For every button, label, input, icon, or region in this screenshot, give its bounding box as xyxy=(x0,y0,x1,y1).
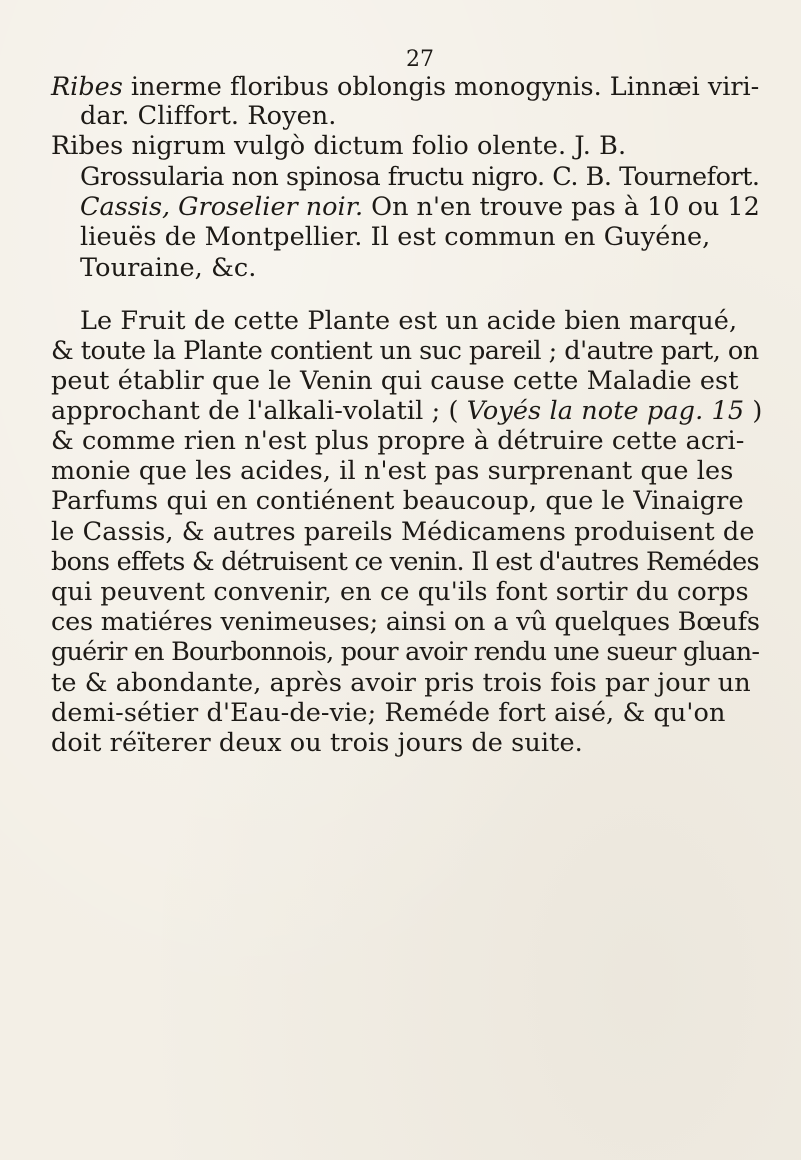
text-line: Grossularia non spinosa fructu nigro. C. B. Tournefort. xyxy=(80,162,760,192)
line-text: inerme floribus oblongis monogynis. Linnæi viri- xyxy=(122,72,760,102)
text-line: peut établir que le Venin qui cause cette Maladie est xyxy=(51,366,739,396)
text-line: guérir en Bourbonnois, pour avoir rendu une sueur gluan- xyxy=(51,637,760,667)
text-line: & comme rien n'est plus propre à détruire cette acri- xyxy=(51,426,745,456)
text-line: lieuës de Montpellier. Il est commun en Guyéne, xyxy=(80,222,711,252)
line-text: approchant de l'alkali-volatil ; ( xyxy=(51,396,467,426)
text-line: Touraine, &c. xyxy=(80,253,257,283)
common-name: Cassis, Groselier noir. xyxy=(80,192,364,222)
text-line: te & abondante, après avoir pris trois fois par jour un xyxy=(51,668,751,698)
text-line: qui peuvent convenir, en ce qu'ils font sortir du corps xyxy=(51,577,749,607)
line-text: ) xyxy=(744,396,763,426)
text-line: Ribes nigrum vulgò dictum folio olente. J. B. xyxy=(51,131,627,161)
text-line xyxy=(80,192,760,222)
text-line: demi-sétier d'Eau-de-vie; Reméde fort aisé, & qu'on xyxy=(51,698,726,728)
text-line: le Cassis, & autres pareils Médicamens produisent de xyxy=(51,517,755,547)
page-number: 27 xyxy=(406,47,434,72)
genus-name: Ribes xyxy=(51,72,123,102)
text-line xyxy=(51,72,759,102)
text-line: bons effets & détruisent ce venin. Il est d'autres Remédes xyxy=(51,547,759,577)
text-line: & toute la Plante contient un suc pareil ; d'autre part, on xyxy=(51,336,759,366)
cross-reference: Voyés la note pag. 15 xyxy=(466,396,745,426)
line-text: On n'en trouve pas à 10 ou 12 xyxy=(363,192,760,222)
text-line: Parfums qui en contiénent beaucoup, que le Vinaigre xyxy=(51,486,744,516)
text-line: dar. Cliffort. Royen. xyxy=(80,101,337,131)
text-line xyxy=(51,396,762,426)
text-line: ces matiéres venimeuses; ainsi on a vû quelques Bœufs xyxy=(51,607,760,637)
text-line: monie que les acides, il n'est pas surprenant que les xyxy=(51,456,734,486)
text-line: Le Fruit de cette Plante est un acide bien marqué, xyxy=(80,306,738,336)
text-line: doit réïterer deux ou trois jours de suite. xyxy=(51,728,583,758)
